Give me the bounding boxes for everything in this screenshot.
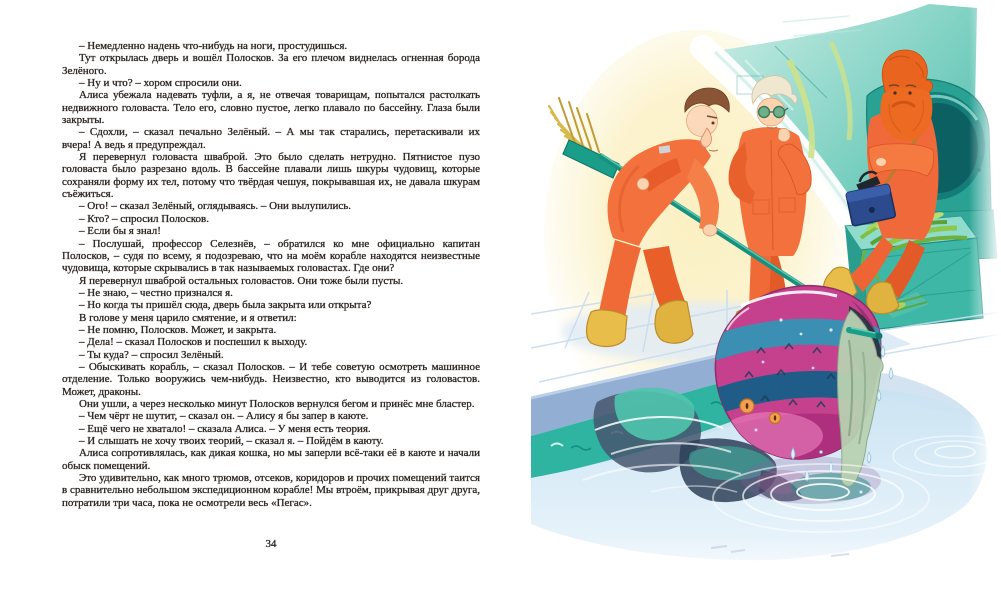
illustration xyxy=(531,0,1001,603)
paragraph: Я перевернул головаста шваброй. Это было сделать нетрудно. Пятнистое пузо головаста было разрезано вдоль. В бассейне плавали лишь шкуры чудовищ, которые сохраняли форму их тел, потому что твёрдая чешуя, покрывавшая их, не давала шкурам съёжиться. xyxy=(62,151,480,201)
paragraph: – Кто? – спросил Полосков. xyxy=(79,212,209,225)
paragraph: – Дела! – сказал Полосков и поспешил к выходу. xyxy=(79,336,308,349)
fade-bottom xyxy=(531,535,1001,603)
paragraph: – Если бы я знал! xyxy=(79,225,161,238)
right-page xyxy=(531,0,1001,603)
paragraph: Алиса сопротивлялась, как дикая кошка, но мы заперли всё-таки её в каюте и начали обыск помещений. xyxy=(62,447,480,472)
paragraph: Это удивительно, как много трюмов, отсеков, коридоров и прочих помещений таится в сравнительно небольшом экспедиционном корабле! Мы втроём, прикрывая друг друга, потратили три часа, пока не осмотрели весь «Пегас». xyxy=(62,472,480,509)
paragraph: – Но когда ты пришёл сюда, дверь была закрыта или открыта? xyxy=(79,299,372,312)
page-number: 34 xyxy=(265,538,277,550)
paragraph: – Не помню, Полосков. Может, и закрыта. xyxy=(79,323,277,336)
paragraph: – Обыскивать корабль, – сказал Полосков. – И тебе советую осмотреть машинное отделение. Только вооружись чем-нибудь. Неизвестно, кто выводится из головастов. Может, драконы. xyxy=(62,360,480,398)
paragraph: Я перевернул шваброй остальных головастов. Они тоже были пусты. xyxy=(79,274,404,287)
paragraph: – Ого! – сказал Зелёный, оглядываясь. – Они вылупились. xyxy=(79,200,351,213)
paragraph: – Послушай, профессор Селезнёв, – обратился ко мне официально капитан Полосков, – судя по всему, я подозреваю, что на моём корабле находятся неизвестные чудовища, которые скрывались в так называемых головастах. Где они? xyxy=(62,237,480,275)
paragraph: – Ну и что? – хором спросили они. xyxy=(79,77,242,90)
left-page xyxy=(62,40,480,509)
paragraph: – Чем чёрт не шутит, – сказал он. – Алису я бы запер в каюте. xyxy=(79,410,369,423)
paragraph: Тут открылась дверь и вошёл Полосков. За его плечом виднелась огненная борода Зелёного. xyxy=(62,52,480,77)
paragraph: Они ушли, а через несколько минут Полосков вернулся бегом и принёс мне бластер. xyxy=(79,397,475,410)
paragraph: – Не знаю, – честно признался я. xyxy=(79,286,233,299)
paragraph: В голове у меня царило смятение, и я ответил: xyxy=(79,311,297,324)
paragraph: Алиса убежала надевать туфли, а я, не отвечая товарищам, попытался растолкать недвижного головаста. Тело его, словно пустое, легко плавало по бассейну. Глаза были закрыты. xyxy=(62,89,480,127)
paragraph: – Немедленно надень что-нибудь на ноги, простудишься. xyxy=(79,40,348,52)
paragraph: – Ещё чего не хватало! – сказала Алиса. – У меня есть теория. xyxy=(79,422,371,435)
fade-right xyxy=(969,0,1001,603)
paragraph: – Ты куда? – спросил Зелёный. xyxy=(79,348,224,361)
paragraph: – Сдохли, – сказал печально Зелёный. – А мы так старались, перетаскивали их вчера! А ведь я предупреждал. xyxy=(62,126,480,151)
paragraph: – И слышать не хочу твоих теорий, – сказал я. – Пойдём в каюту. xyxy=(79,435,384,447)
text-column xyxy=(62,40,480,509)
